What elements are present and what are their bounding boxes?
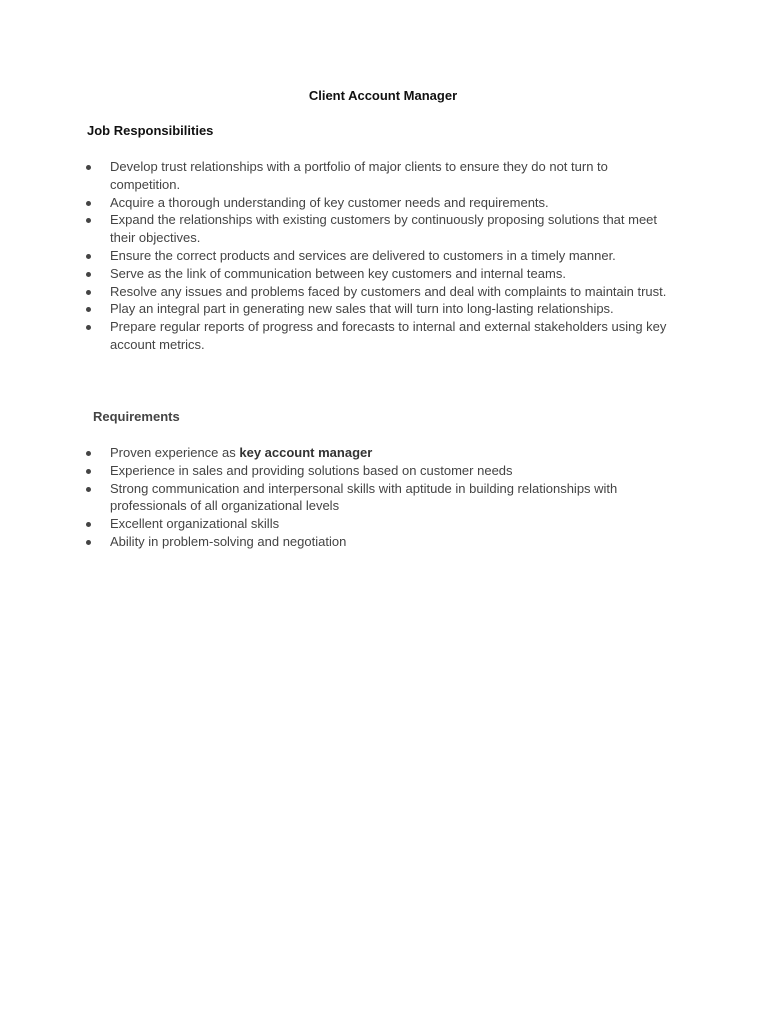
list-item	[0, 462, 675, 480]
list-item	[0, 533, 675, 551]
responsibilities-list	[0, 158, 768, 354]
list-item-text: Resolve any issues and problems faced by customers and deal with complaints to maintain trust.	[110, 283, 667, 299]
list-item	[0, 265, 675, 283]
bullet-icon	[86, 522, 91, 527]
list-item	[0, 211, 675, 247]
list-item-text: Play an integral part in generating new sales that will turn into long-lasting relationships.	[110, 301, 614, 317]
list-item-text: Ability in problem-solving and negotiation	[110, 533, 347, 549]
list-item	[0, 480, 675, 516]
list-item-text-prefix: Proven experience as	[110, 445, 240, 460]
list-item-text: Experience in sales and providing solutions based on customer needs	[110, 462, 513, 478]
list-item	[0, 318, 675, 354]
bullet-icon	[86, 307, 91, 312]
responsibilities-heading: Job Responsibilities	[87, 123, 214, 138]
bullet-icon	[86, 487, 91, 492]
bullet-icon	[86, 254, 91, 259]
list-item	[0, 283, 675, 301]
bullet-icon	[86, 218, 91, 223]
bullet-icon	[86, 540, 91, 545]
list-item-text: Develop trust relationships with a portfolio of major clients to ensure they do not turn to competition.	[110, 159, 608, 192]
list-item	[0, 247, 675, 265]
bullet-icon	[86, 272, 91, 277]
list-item-text: Ensure the correct products and services are delivered to customers in a timely manner.	[110, 247, 616, 263]
list-item-text: Excellent organizational skills	[110, 516, 280, 532]
list-item-text: Strong communication and interpersonal skills with aptitude in building relationships with professionals of all organizational levels	[110, 480, 618, 514]
bullet-icon	[86, 469, 91, 474]
requirements-list	[0, 444, 768, 551]
list-item	[0, 194, 675, 212]
document-title: Client Account Manager	[308, 88, 458, 103]
list-item-text: Prepare regular reports of progress and forecasts to internal and external stakeholders using key account metrics.	[110, 319, 667, 352]
list-item-bold-phrase: key account manager	[239, 445, 373, 460]
requirements-heading: Requirements	[93, 409, 180, 424]
bullet-icon	[86, 290, 91, 295]
list-item-text: Acquire a thorough understanding of key customer needs and requirements.	[110, 194, 549, 210]
bullet-icon	[86, 201, 91, 206]
list-item	[0, 444, 675, 462]
list-item-text: Expand the relationships with existing customers by continuously proposing solutions that meet their objectives.	[110, 212, 658, 246]
bullet-icon	[86, 451, 91, 456]
bullet-icon	[86, 165, 91, 170]
list-item	[0, 300, 675, 318]
list-item-text: Serve as the link of communication between key customers and internal teams.	[110, 265, 566, 281]
list-item	[0, 158, 675, 194]
list-item	[0, 515, 675, 533]
bullet-icon	[86, 325, 91, 330]
